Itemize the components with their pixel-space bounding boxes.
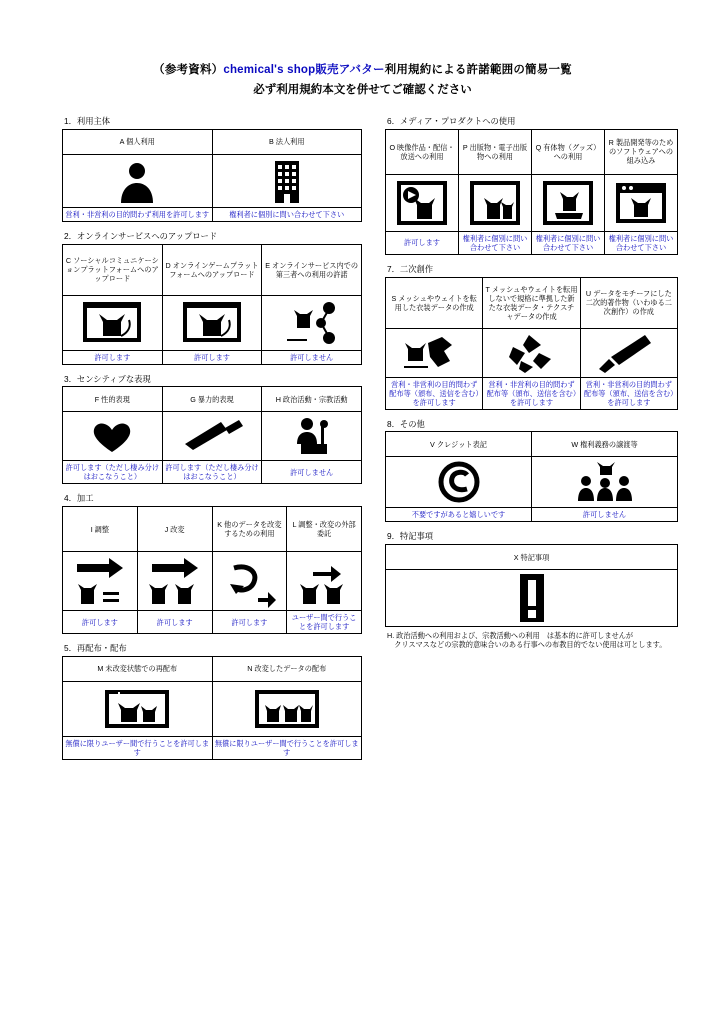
- share-icon: [264, 298, 359, 348]
- cell-icon-D: [162, 295, 262, 350]
- section-4-heading: 4．加工: [64, 493, 94, 504]
- copyright-icon: [388, 459, 529, 505]
- cell-header-U: U データをモチーフにした二次的著作物（いわゆる二次創作）の作成: [580, 277, 677, 328]
- book-cat-icon: [461, 177, 529, 229]
- cell-note-P: 権利者に個別に問い合わせて下さい: [459, 231, 532, 254]
- cell-note-K: 許可します: [212, 611, 287, 634]
- cell-note-W: 許可しません: [532, 508, 678, 522]
- cell-icon-K: [212, 552, 287, 611]
- section-1: [62, 116, 362, 222]
- cell-icon-W: [532, 457, 678, 508]
- cell-note-F: 許可します（ただし棲み分けはおこなうこと）: [63, 461, 163, 484]
- title-rest: 利用規約による許諾範囲の簡易一覧: [384, 64, 572, 76]
- cell-icon-S: [386, 328, 483, 377]
- cell-icon-P: [459, 174, 532, 231]
- cell-header-G: G 暴力的表現: [162, 387, 262, 412]
- cell-header-P: P 出版物・電子出版物への利用: [459, 129, 532, 174]
- cell-icon-R: [605, 174, 678, 231]
- podium-icon: [264, 414, 359, 458]
- cell-header-T: T メッシュやウェイトを転用しないで規格に準拠した新たな衣装データ・テクスチャデータの作成: [483, 277, 580, 328]
- modify-icon: [140, 554, 210, 608]
- cell-note-V: 不要ですがあると嬉しいです: [386, 508, 532, 522]
- section-5: [62, 643, 362, 760]
- cell-icon-H: [262, 412, 362, 461]
- cell-header-A: A 個人利用: [63, 129, 213, 154]
- table-row-header: [386, 277, 678, 328]
- outsource-icon: [289, 554, 359, 608]
- cell-note-G: 許可します（ただし棲み分けはおこなうこと）: [162, 461, 262, 484]
- new-clothes-icon: [485, 331, 577, 375]
- section-4: [62, 493, 362, 634]
- table-row-icon: [386, 457, 678, 508]
- cell-icon-T: [483, 328, 580, 377]
- table-row-note: [386, 508, 678, 522]
- cell-note-B: 権利者に個別に問い合わせて下さい: [212, 207, 362, 221]
- cell-note-R: 権利者に個別に問い合わせて下さい: [605, 231, 678, 254]
- page-subtitle: 必ず利用規約本文を併せてご確認ください: [253, 84, 472, 97]
- section-7: [385, 264, 678, 410]
- cell-note-M: 無償に限りユーザー間で行うことを許可します: [63, 736, 213, 759]
- table-row-header: [386, 545, 678, 570]
- cell-header-N: N 改変したデータの配布: [212, 656, 362, 681]
- table-row-note: [63, 461, 362, 484]
- page-title: [0, 62, 725, 79]
- section-2-heading: 2．オンラインサービスへのアップロード: [64, 230, 218, 241]
- section-3-table: [62, 386, 362, 484]
- section-6-table: [385, 129, 678, 255]
- cell-header-I: I 調整: [63, 507, 138, 552]
- table-row-icon: [63, 295, 362, 350]
- play-cat-icon: [388, 177, 456, 229]
- cell-icon-Q: [532, 174, 605, 231]
- cell-icon-O: [386, 174, 459, 231]
- title-prefix: （参考資料）: [153, 64, 224, 76]
- cell-note-D: 許可します: [162, 350, 262, 364]
- cell-note-C: 許可します: [63, 350, 163, 364]
- section-5-heading: 5．再配布・配布: [64, 643, 127, 654]
- table-row-icon: [63, 552, 362, 611]
- table-row-header: [63, 244, 362, 295]
- cell-icon-E: [262, 295, 362, 350]
- section-6: [385, 116, 678, 255]
- cell-icon-M: [63, 681, 213, 736]
- cell-header-W: W 権利義務の譲渡等: [532, 432, 678, 457]
- section-7-table: [385, 277, 678, 410]
- section-9: [385, 531, 678, 649]
- cell-header-M: M 未改変状態での再配布: [63, 656, 213, 681]
- goods-cat-icon: [534, 177, 602, 229]
- cell-icon-X: [386, 570, 678, 627]
- knife-icon: [165, 414, 260, 458]
- building-icon: [215, 157, 360, 205]
- table-row-note: [386, 231, 678, 254]
- table-row-note: [386, 377, 678, 409]
- section-8-heading: 8．その他: [387, 418, 425, 429]
- table-row-note: [63, 207, 362, 221]
- cell-header-K: K 他のデータを改変するための利用: [212, 507, 287, 552]
- exclamation-icon: [388, 572, 675, 624]
- cell-header-H: H 政治活動・宗教活動: [262, 387, 362, 412]
- cell-icon-F: [63, 412, 163, 461]
- footnote-line-1: H. 政治活動への利用および、宗教活動への利用 は基本的に許可しませんが: [387, 631, 634, 641]
- table-row-icon: [386, 328, 678, 377]
- section-1-table: [62, 129, 362, 222]
- cell-icon-N: [212, 681, 362, 736]
- cell-note-A: 営利・非営利の目的問わず利用を許可します: [63, 207, 213, 221]
- cell-note-Q: 権利者に個別に問い合わせて下さい: [532, 231, 605, 254]
- cell-note-J: 許可します: [137, 611, 212, 634]
- cell-icon-L: [287, 552, 362, 611]
- table-row-icon: [386, 570, 678, 627]
- cell-icon-G: [162, 412, 262, 461]
- cell-header-X: X 特記事項: [386, 545, 678, 570]
- other-data-icon: [215, 554, 285, 608]
- cell-header-V: V クレジット表記: [386, 432, 532, 457]
- section-9-heading: 9．特記事項: [387, 531, 434, 542]
- cell-note-U: 営利・非営利の目的問わず配布等（頒布、送信を含む）を許可します: [580, 377, 677, 409]
- table-row-note: [63, 350, 362, 364]
- section-3: [62, 374, 362, 485]
- cell-header-R: R 製品開発等のためのソフトウェアへの組み込み: [605, 129, 678, 174]
- cell-note-H: 許可しません: [262, 461, 362, 484]
- cell-note-E: 許可しません: [262, 350, 362, 364]
- cell-icon-I: [63, 552, 138, 611]
- cell-header-E: E オンラインサービス内での第三者への利用の許諾: [262, 244, 362, 295]
- cell-header-O: O 映像作品・配信・放送への利用: [386, 129, 459, 174]
- section-3-heading: 3．センシティブな表現: [64, 373, 151, 384]
- cell-header-F: F 性的表現: [63, 387, 163, 412]
- section-8: [385, 419, 678, 523]
- monitor-cat-icon: [165, 298, 260, 348]
- mesh-clothes-icon: [388, 331, 480, 375]
- cell-note-L: ユーザー間で行うことを許可します: [287, 611, 362, 634]
- section-7-heading: 7．二次創作: [387, 263, 434, 274]
- table-row-header: [63, 387, 362, 412]
- brush-icon: [583, 331, 675, 375]
- cell-note-I: 許可します: [63, 611, 138, 634]
- cell-header-J: J 改変: [137, 507, 212, 552]
- document-title-block: [0, 0, 725, 97]
- table-row-note: [63, 736, 362, 759]
- title-accent: chemical's shop販売アバター: [223, 64, 385, 76]
- section-1-heading: 1．利用主体: [64, 116, 111, 126]
- section-4-table: [62, 506, 362, 634]
- cell-icon-B: [212, 154, 362, 207]
- section-6-heading: 6．メディア・プロダクトへの使用: [387, 116, 516, 126]
- monitor-cat-icon: [65, 298, 160, 348]
- table-row-icon: [386, 174, 678, 231]
- table-row-icon: [63, 412, 362, 461]
- transfer-rights-icon: [534, 459, 675, 505]
- table-row-icon: [63, 681, 362, 736]
- section-2: [62, 231, 362, 365]
- section-5-table: [62, 656, 362, 760]
- cell-header-L: L 調整・改変の外部委託: [287, 507, 362, 552]
- cell-icon-J: [137, 552, 212, 611]
- cell-header-S: S メッシュやウェイトを転用した衣装データの作成: [386, 277, 483, 328]
- section-9-footnote: [385, 627, 678, 649]
- cell-icon-A: [63, 154, 213, 207]
- adjust-icon: [65, 554, 135, 608]
- cell-note-N: 無償に限りユーザー間で行うことを許可します: [212, 736, 362, 759]
- distribute-modified-icon: [215, 684, 360, 734]
- cell-note-S: 営利・非営利の目的問わず配布等（頒布、送信を含む）を許可します: [386, 377, 483, 409]
- cell-icon-C: [63, 295, 163, 350]
- table-row-header: [63, 656, 362, 681]
- left-column: [62, 116, 362, 769]
- cell-icon-U: [580, 328, 677, 377]
- cell-header-B: B 法人利用: [212, 129, 362, 154]
- cell-header-C: C ソーシャルコミュニケーションプラットフォームへのアップロード: [63, 244, 163, 295]
- redistribute-icon: [65, 684, 210, 734]
- section-8-table: [385, 431, 678, 522]
- table-row-header: [386, 432, 678, 457]
- table-row-note: [63, 611, 362, 634]
- heart-lips-icon: [65, 414, 160, 458]
- cell-icon-V: [386, 457, 532, 508]
- footnote-line-2: クリスマスなどの宗教的意味合いのある行事への布教目的でない使用は可とします。: [387, 640, 667, 650]
- cell-note-O: 許可します: [386, 231, 459, 254]
- table-row-header: [63, 129, 362, 154]
- table-row-icon: [63, 154, 362, 207]
- software-cat-icon: [607, 177, 675, 229]
- right-column: [385, 116, 678, 658]
- cell-header-D: D オンラインゲームプラットフォームへのアップロード: [162, 244, 262, 295]
- person-icon: [65, 157, 210, 205]
- table-row-header: [386, 129, 678, 174]
- section-9-table: [385, 544, 678, 627]
- cell-note-T: 営利・非営利の目的問わず配布等（頒布、送信を含む）を許可します: [483, 377, 580, 409]
- cell-header-Q: Q 有体物（グッズ）への利用: [532, 129, 605, 174]
- table-row-header: [63, 507, 362, 552]
- section-2-table: [62, 244, 362, 365]
